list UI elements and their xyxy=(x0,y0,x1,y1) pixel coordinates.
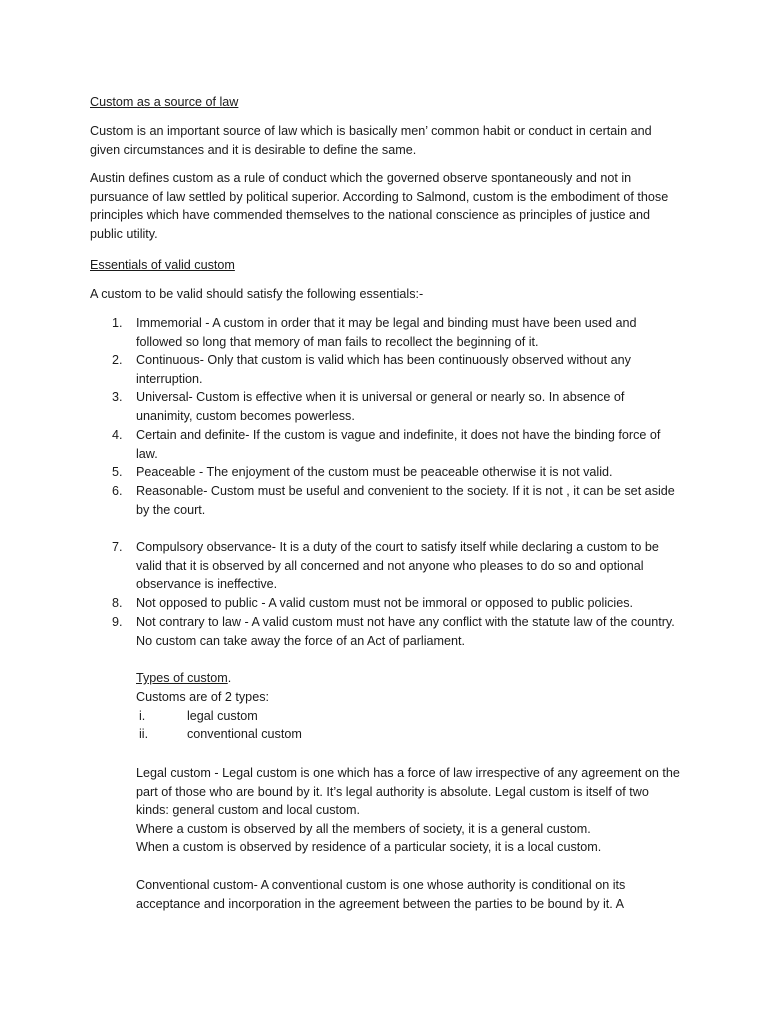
local-custom-line: When a custom is observed by residence of a particular society, it is a local custom. xyxy=(136,840,602,854)
essentials-intro: A custom to be valid should satisfy the following essentials:- xyxy=(90,287,424,301)
types-heading-period: . xyxy=(227,671,232,685)
list-item-number: 9. xyxy=(112,615,123,629)
list-item: Certain and definite- If the custom is vague and indefinite, it does not have the binding force of law. xyxy=(136,428,661,461)
list-item-number: 7. xyxy=(112,540,123,554)
list-item-number: 1. xyxy=(112,316,123,330)
list-item-number: 6. xyxy=(112,484,123,498)
roman-numeral: i. xyxy=(139,709,146,723)
list-item: Continuous- Only that custom is valid which has been continuously observed without any interruption. xyxy=(136,353,631,386)
types-heading: Types of custom xyxy=(136,671,228,685)
list-item: Compulsory observance- It is a duty of the court to satisfy itself while declaring a custom to be valid that it is observed by all concerned and not anyone who pleases to do so and optional observance is ineffective. xyxy=(136,540,659,592)
list-item-number: 8. xyxy=(112,596,123,610)
list-item-number: 3. xyxy=(112,390,123,404)
type-item: legal custom xyxy=(187,709,258,723)
list-item: Peaceable - The enjoyment of the custom must be peaceable otherwise it is not valid. xyxy=(136,465,613,479)
general-custom-line: Where a custom is observed by all the members of society, it is a general custom. xyxy=(136,822,591,836)
intro-paragraph-2: Austin defines custom as a rule of conduct which the governed observe spontaneously and not in pursuance of law settled by political superior. According to Salmond, custom is the embodiment of those principles which have commended themselves to the national conscience as principles of justice and public utility. xyxy=(90,171,669,241)
list-item: Reasonable- Custom must be useful and convenient to the society. If it is not , it can be set aside by the court. xyxy=(136,484,675,517)
conventional-custom-paragraph: Conventional custom- A conventional custom is one whose authority is conditional on its acceptance and incorporation in the agreement between the parties to be bound by it. A xyxy=(136,878,626,911)
page-title: Custom as a source of law xyxy=(90,95,239,109)
roman-numeral: ii. xyxy=(139,727,149,741)
list-item: Not contrary to law - A valid custom must not have any conflict with the statute law of the country. No custom can take away the force of an Act of parliament. xyxy=(136,615,675,648)
list-item-number: 4. xyxy=(112,428,123,442)
types-intro: Customs are of 2 types: xyxy=(136,690,269,704)
list-item-number: 5. xyxy=(112,465,123,479)
legal-custom-paragraph: Legal custom - Legal custom is one which has a force of law irrespective of any agreement on the part of those who are bound by it. It’s legal authority is absolute. Legal custom is itself of two kinds: general custom and local custom. xyxy=(136,766,680,818)
list-item-number: 2. xyxy=(112,353,123,367)
essentials-heading: Essentials of valid custom xyxy=(90,258,235,272)
list-item: Immemorial - A custom in order that it may be legal and binding must have been used and followed so long that memory of man fails to recollect the beginning of it. xyxy=(136,316,637,349)
types-heading-line xyxy=(136,669,681,688)
list-item: Not opposed to public - A valid custom must not be immoral or opposed to public policies. xyxy=(136,596,634,610)
list-item: Universal- Custom is effective when it is universal or general or nearly so. In absence of unanimity, custom becomes powerless. xyxy=(136,390,625,423)
intro-paragraph-1: Custom is an important source of law which is basically men’ common habit or conduct in certain and given circumstances and it is desirable to define the same. xyxy=(90,124,652,157)
type-item: conventional custom xyxy=(187,727,302,741)
